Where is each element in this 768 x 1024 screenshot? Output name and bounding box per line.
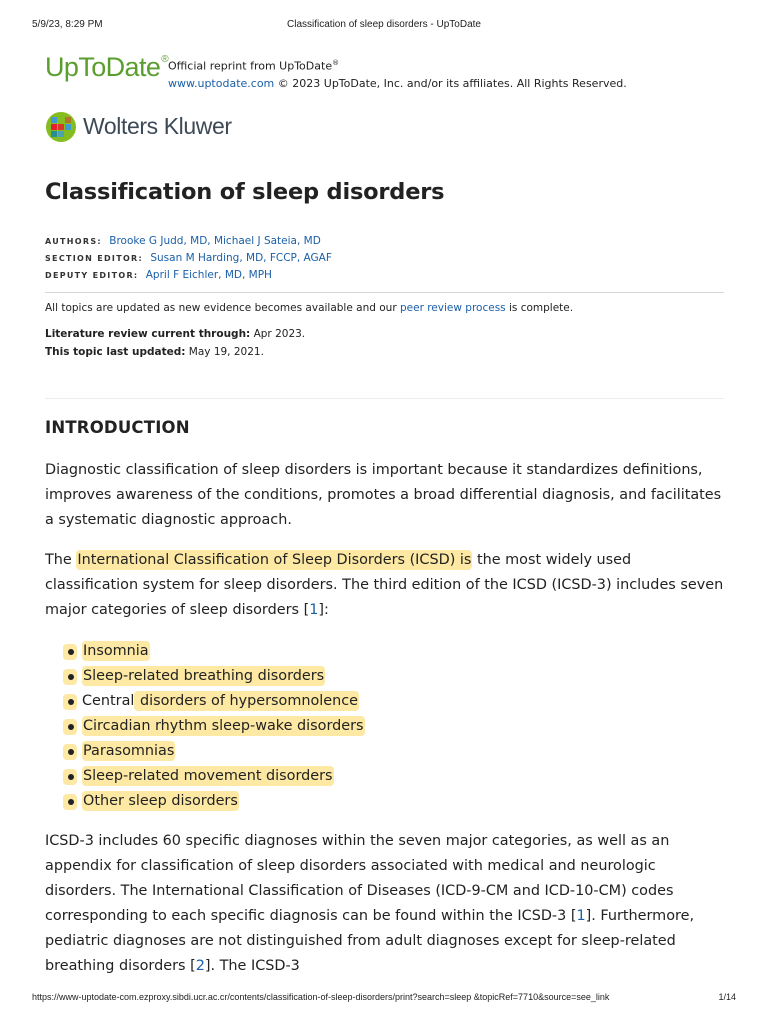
print-footer [32, 992, 736, 1006]
highlighted-text: Insomnia [83, 643, 149, 659]
bullet-icon [68, 649, 74, 655]
last-updated-label: This topic last updated: [45, 346, 186, 358]
section-editor-link[interactable]: Susan M Harding, MD, FCCP, AGAF [150, 252, 332, 264]
uptodate-logo[interactable] [45, 52, 168, 83]
bullet-icon [68, 749, 74, 755]
list-item [63, 789, 365, 814]
wolters-kluwer-logo-icon [45, 111, 79, 145]
reprint-line: Official reprint from UpToDate [168, 59, 333, 73]
update-note-text: All topics are updated as new evidence becomes available and our [45, 302, 400, 314]
list-item [63, 689, 365, 714]
reprint-mark: ® [332, 59, 340, 67]
list-item-text: Central [82, 693, 135, 709]
literature-review-value: Apr 2023. [250, 328, 306, 340]
print-url: https://www-uptodate-com.ezproxy.sibdi.ucr.ac.cr/contents/classification-of-sleep-disorders/print?search=sleep &topicRef=7710&source=see_link [32, 992, 610, 1002]
publisher-logo [45, 111, 305, 145]
topic-title: Classification of sleep disorders [45, 179, 445, 205]
update-note-text-end: is complete. [505, 302, 574, 314]
credit-row-section-editor [45, 250, 725, 267]
paragraph-text: ]. The ICSD-3 [204, 958, 300, 974]
highlighted-text: disorders of hypersomnolence [135, 693, 359, 709]
uptodate-logo-text: UpToDate [45, 52, 161, 82]
intro-paragraph-1 [45, 458, 725, 533]
credit-label: DEPUTY EDITOR: [45, 271, 139, 280]
paragraph-text: the most widely used classification system for sleep disorders. The third edition of the ICSD (ICSD-3) includes seven major categories of sleep disorders [ [45, 552, 724, 618]
highlighted-text: Other sleep disorders [83, 793, 238, 809]
highlighted-text: Sleep-related breathing disorders [83, 668, 325, 684]
literature-info [45, 325, 305, 361]
credit-label: AUTHORS: [45, 237, 102, 246]
publisher-name: Wolters Kluwer [83, 113, 232, 139]
uptodate-site-link[interactable]: www.uptodate.com [168, 76, 275, 90]
authors-link[interactable]: Brooke G Judd, MD, Michael J Sateia, MD [109, 235, 321, 247]
highlighted-text: International Classification of Sleep Disorders (ICSD) is [77, 552, 472, 568]
sleep-disorder-categories [63, 639, 365, 814]
update-note [45, 300, 573, 316]
divider [45, 292, 724, 293]
list-item [63, 764, 365, 789]
bullet-icon [68, 724, 74, 730]
paragraph-text: ICSD-3 includes 60 specific diagnoses within the seven major categories, as well as an appendix for classification of sleep disorders associated with medical and neurologic disorders. The International Classification of Diseases (ICD-9-CM and ICD-10-CM) codes corresponding to each specific diagnosis can be found within the ICSD-3 [ [45, 833, 674, 924]
copyright-text: © 2023 UpToDate, Inc. and/or its affiliates. All Rights Reserved. [277, 76, 627, 90]
peer-review-link[interactable]: peer review process [399, 302, 506, 314]
bullet-icon [68, 674, 74, 680]
highlighted-text: Parasomnias [83, 743, 175, 759]
last-updated-value: May 19, 2021. [185, 346, 264, 358]
uptodate-logo-mark: ® [161, 54, 169, 65]
bullet-icon [68, 799, 74, 805]
deputy-editor-link[interactable]: April F Eichler, MD, MPH [145, 269, 272, 281]
paragraph-text: The [45, 552, 77, 568]
print-header [32, 19, 736, 33]
credit-row-deputy-editor [45, 267, 725, 284]
highlighted-text: Sleep-related movement disorders [83, 768, 333, 784]
brand-header [45, 52, 725, 92]
divider [45, 398, 724, 399]
reference-link[interactable]: 2 [195, 958, 205, 974]
bullet-icon [68, 774, 74, 780]
list-item [63, 639, 365, 664]
intro-paragraph-3 [45, 829, 725, 979]
intro-paragraph-2 [45, 548, 725, 623]
list-item [63, 664, 365, 689]
credit-row-authors [45, 233, 725, 250]
topic-credits [45, 233, 725, 284]
highlighted-text: Circadian rhythm sleep-wake disorders [83, 718, 364, 734]
print-datetime: 5/9/23, 8:29 PM [32, 19, 103, 30]
credit-label: SECTION EDITOR: [45, 254, 144, 263]
paragraph-text: ]. Furthermore, pediatric diagnoses are not distinguished from adult diagnoses except for sleep-related breathing disorders [ [45, 908, 695, 974]
reference-link[interactable]: 1 [576, 908, 586, 924]
paragraph-text: ]: [318, 602, 329, 618]
literature-review-label: Literature review current through: [45, 328, 251, 340]
paragraph-text: Diagnostic classification of sleep disorders is important because it standardizes definitions, improves awareness of the conditions, promotes a broad differential diagnosis, and facilitates a systematic diagnostic approach. [45, 462, 722, 528]
reprint-notice [168, 55, 627, 92]
bullet-icon [68, 699, 74, 705]
section-heading-introduction: INTRODUCTION [45, 418, 190, 437]
reference-link[interactable]: 1 [309, 602, 319, 618]
list-item [63, 714, 365, 739]
print-page-number: 1/14 [718, 992, 736, 1002]
print-window-title: Classification of sleep disorders - UpToDate [287, 19, 481, 30]
list-item [63, 739, 365, 764]
